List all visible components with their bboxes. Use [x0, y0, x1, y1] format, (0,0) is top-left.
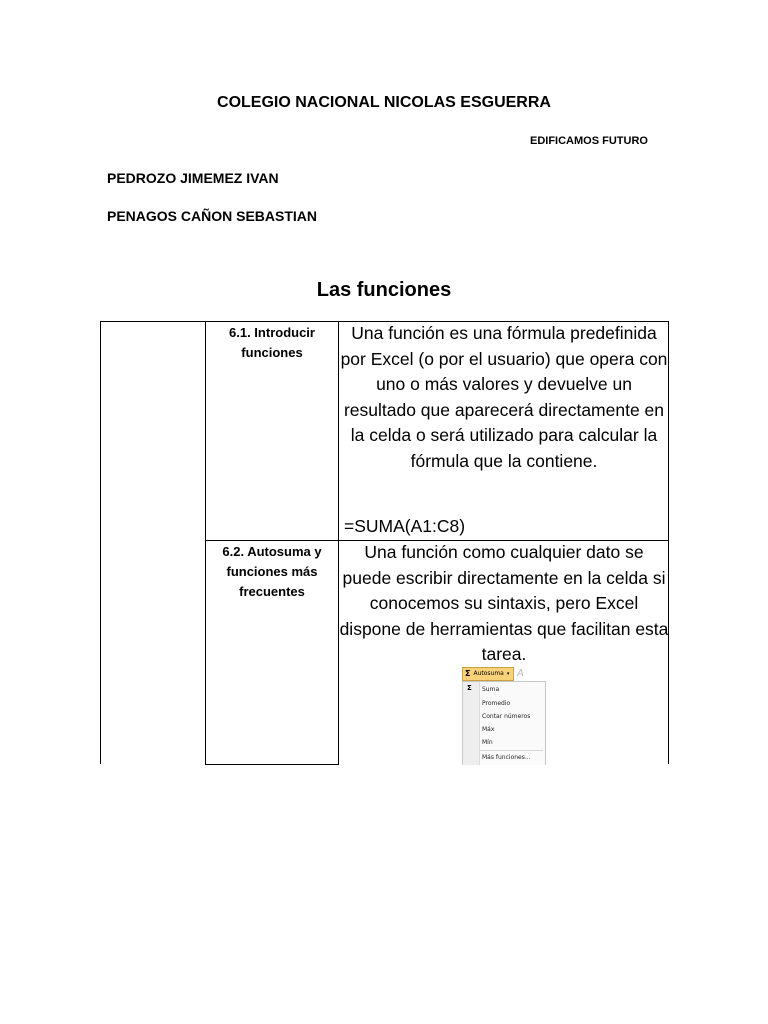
autosuma-button-label: Autosuma — [473, 670, 504, 677]
menu-separator — [480, 750, 543, 751]
author-name: PENAGOS CAÑON SEBASTIAN — [107, 208, 318, 224]
autosuma-button — [462, 667, 514, 681]
autosuma-menu-image — [462, 667, 548, 765]
table-bottom-partial — [205, 764, 339, 765]
document-title: Las funciones — [316, 279, 452, 301]
school-motto: EDIFICAMOS FUTURO — [530, 135, 648, 147]
menu-item-more-functions: Más funciones... — [482, 754, 531, 761]
menu-item-max: Máx — [482, 726, 495, 733]
school-name: COLEGIO NACIONAL NICOLAS ESGUERRA — [217, 94, 551, 111]
topic-cell: 6.2. Autosuma y funciones más frecuentes — [222, 544, 322, 599]
sigma-icon: Σ — [467, 684, 472, 692]
author-name: PEDROZO JIMEMEZ IVAN — [107, 170, 279, 186]
formula-example: =SUMA(A1:C8) — [344, 516, 466, 536]
description-cell: Una función como cualquier dato se puede escribir directamente en la celda si conocemos su sintaxis, pero Excel dispone de herramientas que facilitan esta tarea. — [339, 542, 669, 664]
menu-item-suma: Suma — [482, 686, 500, 693]
topic-cell: 6.1. Introducir funciones — [229, 325, 315, 360]
autosuma-dropdown — [462, 681, 546, 765]
sigma-icon: Σ — [465, 669, 471, 678]
menu-item-promedio: Promedio — [482, 700, 511, 707]
description-cell: Una función es una fórmula predefinida por Excel (o por el usuario) que opera con uno o más valores y devuelve un resultado que aparecerá directamente en la celda o será utilizado para calcular la fórmula que la contiene. — [340, 323, 668, 471]
menu-item-min: Mín — [482, 739, 493, 746]
clear-format-icon: A — [517, 668, 524, 679]
table-border-left — [100, 321, 101, 764]
chevron-down-icon: ▾ — [506, 671, 510, 677]
menu-icon-strip — [463, 682, 480, 765]
menu-item-contar: Contar números — [482, 713, 531, 720]
